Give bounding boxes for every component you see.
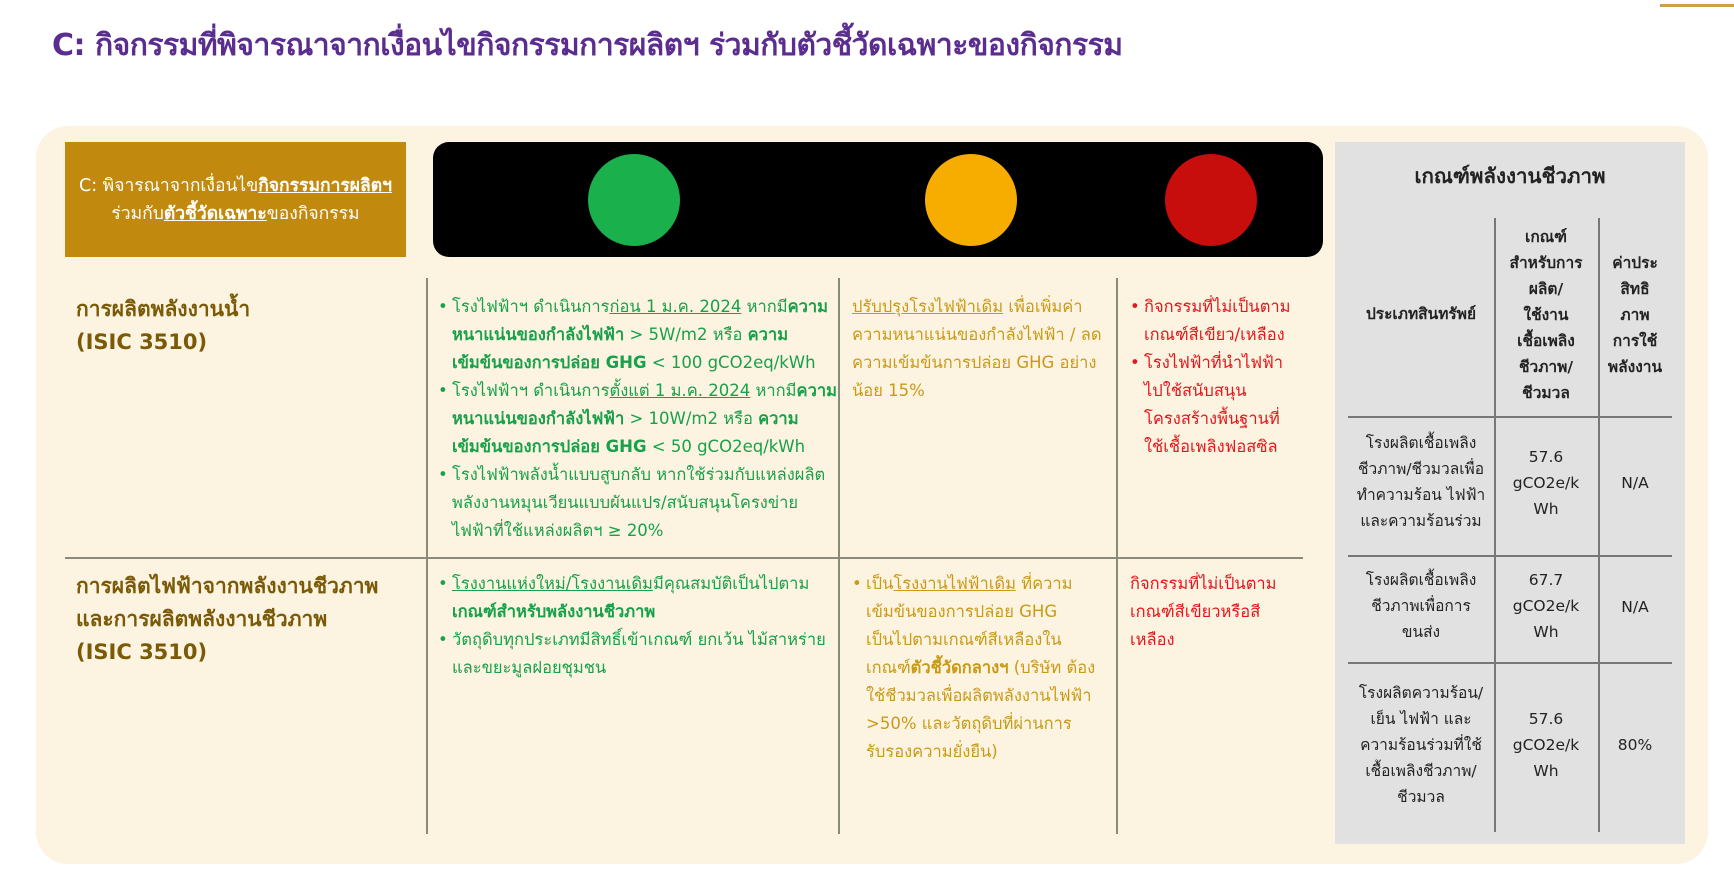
activity-isic: (ISIC 3510) — [76, 640, 208, 664]
cbox-text: C: พิจารณาจากเงื่อนไข — [79, 176, 259, 196]
activity-name: การผลิตพลังงานน้ำ — [76, 297, 251, 321]
traffic-light-bar — [433, 142, 1323, 257]
bio-green-criteria — [438, 570, 838, 682]
list-item: • โรงไฟฟ้าฯ ดำเนินการตั้งแต่ 1 ม.ค. 2024 หากมีความ หนาแน่นของกำลังไฟฟ้า > 10W/m2 หรือ ความ เข้มข้นของการปล่อย GHG < 50 gCO2eq/kWh — [438, 381, 837, 456]
red-light-icon — [1165, 154, 1257, 246]
criteria-header-asset: ประเภทสินทรัพย์ — [1365, 305, 1477, 323]
activity-hydro — [76, 293, 250, 359]
table-row-efficiency: N/A — [1621, 474, 1649, 492]
cbox-text: ของกิจกรรม — [266, 204, 360, 224]
table-row-threshold: 57.6 gCO2e/k Wh — [1512, 448, 1580, 518]
criteria-title: เกณฑ์พลังงานชีวภาพ — [1414, 164, 1606, 188]
cbox-text: ร่วมกับ — [111, 204, 164, 224]
cbox-bold-text: ตัวชี้วัดเฉพาะ — [163, 204, 267, 224]
table-row-threshold: 57.6 gCO2e/k Wh — [1512, 710, 1580, 780]
list-item: • โรงไฟฟ้าที่นำไฟฟ้า ไปใช้สนับสนุน โครงสร้างพื้นฐานที่ ใช้เชื้อเพลิงฟอสซิล — [1130, 353, 1284, 456]
amber-light-icon — [925, 154, 1017, 246]
table-row-efficiency: N/A — [1621, 598, 1649, 616]
corner-logo-mark — [1660, 0, 1734, 7]
activity-bioenergy — [76, 570, 378, 669]
row-divider — [65, 557, 1303, 559]
hydro-amber-criteria: ปรับปรุงโรงไฟฟ้าเดิม เพื่อเพิ่มค่า ความหนาแน่นของกำลังไฟฟ้า / ลด ความเข้มข้นการปล่อย GHG อย่าง น้อย 15% — [852, 297, 1102, 400]
activity-name: การผลิตไฟฟ้าจากพลังงานชีวภาพ — [76, 574, 379, 598]
activity-name: และการผลิตพลังงานชีวภาพ — [76, 607, 328, 631]
criteria-row-divider — [1348, 416, 1672, 418]
hydro-green-criteria — [438, 293, 838, 545]
green-light-icon — [588, 154, 680, 246]
category-c-box — [65, 142, 406, 257]
column-divider — [838, 278, 840, 834]
table-row-threshold: 67.7 gCO2e/k Wh — [1512, 571, 1580, 641]
criteria-row-divider — [1348, 555, 1672, 557]
table-row-efficiency: 80% — [1617, 736, 1653, 754]
list-item: • วัตถุดิบทุกประเภทมีสิทธิ์เข้าเกณฑ์ ยกเว้น ไม้สาหร่าย และขยะมูลฝอยชุมชน — [438, 630, 826, 677]
cbox-bold-text: กิจกรรมการผลิตฯ — [258, 176, 392, 196]
table-row-asset: โรงผลิตความร้อน/ เย็น ไฟฟ้า และ ความร้อนร่วมที่ใช้ เชื้อเพลิงชีวภาพ/ ชีวมวล — [1358, 684, 1484, 806]
page-title: C: กิจกรรมที่พิจารณาจากเงื่อนไขกิจกรรมการผลิตฯ ร่วมกับตัวชี้วัดเฉพาะของกิจกรรม — [52, 28, 1123, 63]
list-item: • โรงไฟฟ้าฯ ดำเนินการก่อน 1 ม.ค. 2024 หากมีความ หนาแน่นของกำลังไฟฟ้า > 5W/m2 หรือ ความ เข้มข้นของการปล่อย GHG < 100 gCO2eq/kWh — [438, 297, 829, 372]
table-row-asset: โรงผลิตเชื้อเพลิง ชีวภาพเพื่อการ ขนส่ง — [1365, 571, 1477, 641]
hydro-red-criteria — [1130, 293, 1320, 461]
criteria-header-efficiency: ค่าประ สิทธิ ภาพ การใช้ พลังงาน — [1607, 254, 1663, 376]
list-item: • กิจกรรมที่ไม่เป็นตาม เกณฑ์สีเขียว/เหลือง — [1130, 297, 1291, 344]
list-item: • โรงไฟฟ้าพลังน้ำแบบสูบกลับ หากใช้ร่วมกับแหล่งผลิต พลังงานหมุนเวียนแบบผันแปร/สนับสนุนโครงข่าย ไฟฟ้าที่ใช้แหล่งผลิตฯ ≥ 20% — [438, 465, 826, 540]
column-divider — [426, 278, 428, 834]
bio-red-criteria: กิจกรรมที่ไม่เป็นตาม เกณฑ์สีเขียวหรือสี เหลือง — [1130, 574, 1277, 649]
table-row-asset: โรงผลิตเชื้อเพลิง ชีวภาพ/ชีวมวลเพื่อ ทำความร้อน ไฟฟ้า และความร้อนร่วม — [1356, 434, 1486, 530]
column-divider — [1116, 278, 1118, 834]
list-item: • เป็นโรงงานไฟฟ้าเดิม ที่ความ เข้มข้นของการปล่อย GHG เป็นไปตามเกณฑ์สีเหลืองใน เกณฑ์ตัวชี้วัดกลางฯ (บริษัท ต้อง ใช้ชีวมวลเพื่อผลิตพลังงานไฟฟ้า >50% และวัตถุดิบที่ผ่านการ รับรองความยั่งยืน) — [852, 574, 1096, 761]
activity-isic: (ISIC 3510) — [76, 330, 208, 354]
bio-amber-criteria — [852, 570, 1114, 766]
criteria-header-threshold: เกณฑ์ สำหรับการ ผลิต/ ใช้งาน เชื้อเพลิง ชีวภาพ/ ชีวมวล — [1509, 228, 1583, 402]
list-item: • โรงงานแห่งใหม่/โรงงานเดิมมีคุณสมบัติเป็นไปตาม เกณฑ์สำหรับพลังงานชีวภาพ — [438, 574, 810, 621]
criteria-row-divider — [1348, 662, 1672, 664]
